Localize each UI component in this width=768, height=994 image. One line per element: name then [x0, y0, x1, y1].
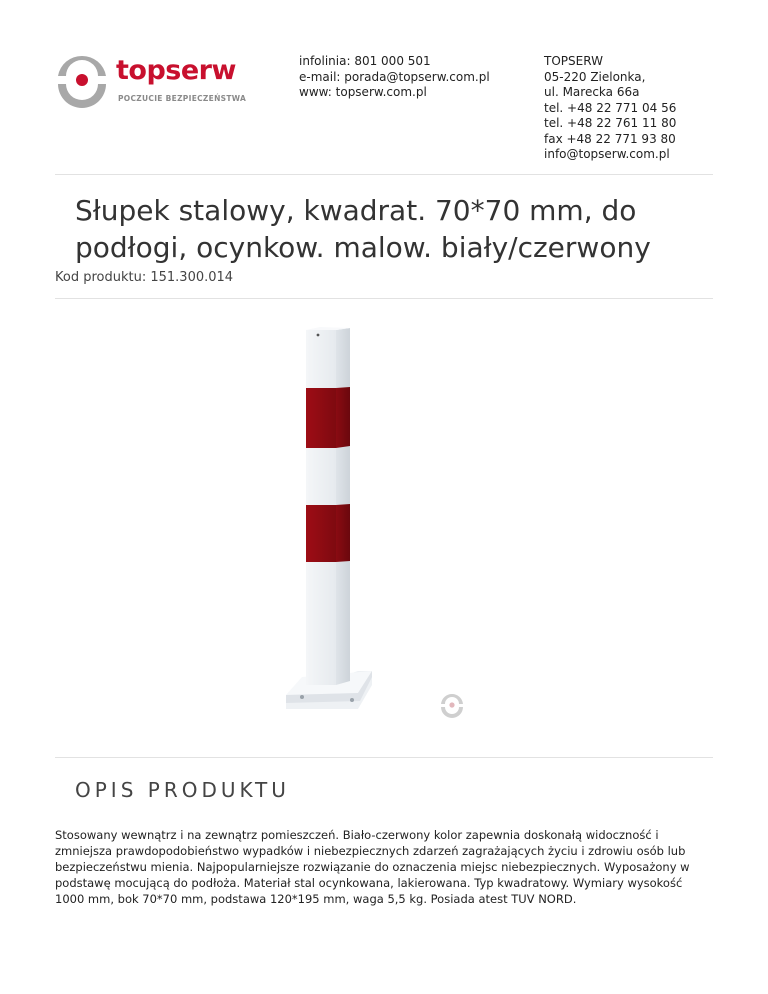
contact-info-right — [544, 54, 676, 163]
product-description: Stosowany wewnątrz i na zewnątrz pomieszczeń. Biało-czerwony kolor zapewnia doskonałą widoczność i zmniejsza prawdopodobieństwo wypadków i niebezpiecznych zdarzeń zagrażających życiu i zdrowiu osób lub bezpieczeństwu mienia. Najpopularniejsze rozwiązanie do oznaczenia miejsc niebezpiecznych. Wyposażony w podstawę mocującą do podłoża. Materiał stal ocynkowana, lakierowana. Typ kwadratowy. Wymiary wysokość 1000 mm, bok 70*70 mm, podstawa 120*195 mm, waga 5,5 kg. Posiada atest TUV NORD. — [55, 828, 690, 906]
street-address: ul. Marecka 66a — [544, 85, 640, 99]
image-divider — [55, 757, 713, 758]
website-text[interactable]: www: topserw.com.pl — [299, 85, 427, 99]
description-heading: OPIS PRODUKTU — [75, 778, 290, 802]
product-title: Słupek stalowy, kwadrat. 70*70 mm, do podłogi, ocynkow. malow. biały/czerwony — [75, 194, 651, 264]
contact-info-left — [299, 54, 490, 101]
phone-1: tel. +48 22 771 04 56 — [544, 100, 677, 115]
title-divider — [55, 298, 713, 299]
logo-wordmark: topserw — [116, 55, 236, 86]
fax-number: fax +48 22 771 93 80 — [544, 131, 676, 146]
topserw-circle-logo-icon — [54, 52, 110, 108]
topserw-logo — [54, 52, 254, 108]
header-divider — [55, 174, 713, 175]
phone-2: tel. +48 22 761 11 80 — [544, 116, 677, 130]
company-name: TOPSERW — [544, 54, 603, 68]
email-text[interactable]: e-mail: porada@topserw.com.pl — [299, 69, 490, 84]
info-email[interactable]: info@topserw.com.pl — [544, 147, 670, 161]
postal-code: 05-220 Zielonka, — [544, 69, 646, 84]
hotline-text: infolinia: 801 000 501 — [299, 54, 431, 68]
steel-bollard-white-red-image — [280, 325, 480, 725]
logo-tagline: POCZUCIE BEZPIECZEŃSTWA — [118, 94, 247, 103]
product-code: Kod produktu: 151.300.014 — [55, 270, 234, 285]
